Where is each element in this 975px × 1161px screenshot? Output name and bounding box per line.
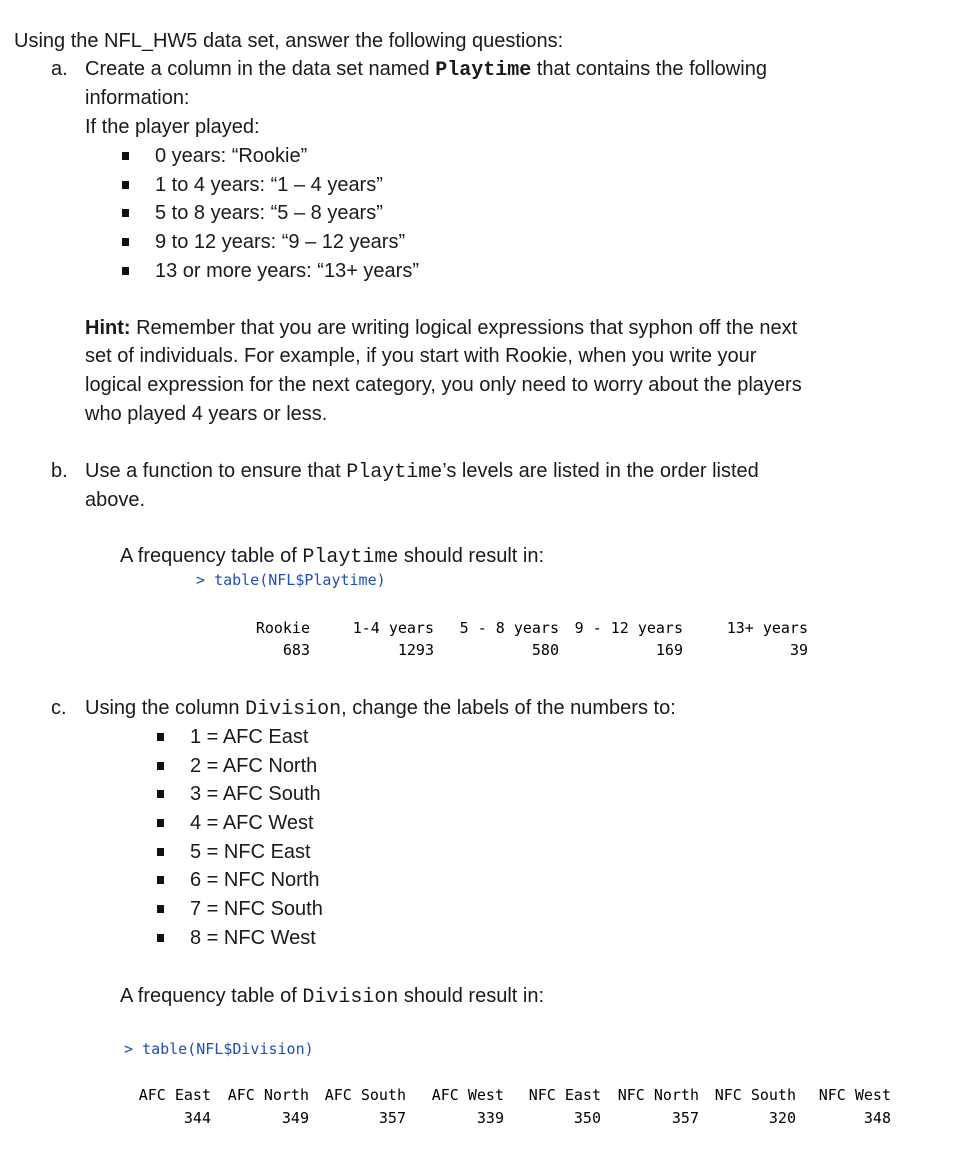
table-cell: 348 bbox=[863, 1109, 891, 1127]
list-item: 1 = AFC East bbox=[190, 726, 309, 748]
hint-line-4: who played 4 years or less. bbox=[85, 403, 328, 425]
square-bullet-icon bbox=[157, 876, 164, 884]
list-item: 0 years: “Rookie” bbox=[155, 145, 308, 167]
table-cell: 339 bbox=[476, 1109, 504, 1127]
hint-text: Remember that you are writing logical expressions that syphon off the next bbox=[130, 317, 798, 339]
part-b-text-before: Use a function to ensure that bbox=[85, 460, 347, 482]
table-header: NFC East bbox=[528, 1086, 601, 1104]
list-item: 5 = NFC East bbox=[190, 841, 311, 863]
table-cell: 683 bbox=[282, 641, 310, 659]
table-cell: 320 bbox=[768, 1109, 796, 1127]
freq-code: Playtime bbox=[302, 546, 399, 569]
hint-line-1 bbox=[85, 316, 797, 340]
square-bullet-icon bbox=[157, 905, 164, 913]
r-prompt: > bbox=[124, 1040, 134, 1058]
part-c-code: Division bbox=[245, 698, 342, 721]
square-bullet-icon bbox=[157, 848, 164, 856]
part-b-line1 bbox=[85, 459, 759, 485]
intro-text: Using the NFL_HW5 data set, answer the following questions: bbox=[14, 30, 564, 52]
hint-line-3: logical expression for the next category, you only need to worry about the players bbox=[85, 374, 802, 396]
part-c-line1 bbox=[85, 696, 676, 722]
table-cell: 357 bbox=[378, 1109, 406, 1127]
part-c-marker: c. bbox=[51, 697, 67, 719]
r-console-command-playtime bbox=[196, 571, 386, 589]
table-cell: 357 bbox=[671, 1109, 699, 1127]
table-header: 1-4 years bbox=[352, 619, 434, 637]
table-header: AFC South bbox=[324, 1086, 406, 1104]
part-a-code: Playtime bbox=[435, 59, 532, 82]
list-item: 4 = AFC West bbox=[190, 812, 314, 834]
list-item: 2 = AFC North bbox=[190, 755, 318, 777]
part-b-marker: b. bbox=[51, 460, 68, 482]
list-item: 3 = AFC South bbox=[190, 783, 321, 805]
part-a-line2: information: bbox=[85, 87, 190, 109]
square-bullet-icon bbox=[157, 733, 164, 741]
part-a-lead: If the player played: bbox=[85, 116, 260, 138]
r-command: table(NFL$Division) bbox=[142, 1040, 314, 1058]
part-b-freq-caption bbox=[120, 544, 544, 570]
table-header: AFC West bbox=[431, 1086, 504, 1104]
table-cell: 344 bbox=[183, 1109, 211, 1127]
freq-code: Division bbox=[302, 986, 399, 1009]
part-c-text-after: , change the labels of the numbers to: bbox=[341, 697, 676, 719]
hint-label: Hint: bbox=[85, 317, 131, 339]
part-c-text-before: Using the column bbox=[85, 697, 246, 719]
table-cell: 169 bbox=[655, 641, 683, 659]
freq-before: A frequency table of bbox=[120, 985, 303, 1007]
table-header: AFC East bbox=[138, 1086, 211, 1104]
table-cell: 580 bbox=[531, 641, 559, 659]
square-bullet-icon bbox=[157, 762, 164, 770]
r-console-command-division bbox=[124, 1040, 314, 1058]
list-item: 7 = NFC South bbox=[190, 898, 323, 920]
freq-before: A frequency table of bbox=[120, 545, 303, 567]
square-bullet-icon bbox=[157, 934, 164, 942]
table-cell: 39 bbox=[789, 641, 808, 659]
table-header: NFC South bbox=[714, 1086, 796, 1104]
r-prompt: > bbox=[196, 571, 206, 589]
part-a-line1 bbox=[85, 57, 767, 83]
freq-after: should result in: bbox=[398, 985, 544, 1007]
list-item: 9 to 12 years: “9 – 12 years” bbox=[155, 231, 406, 253]
list-item: 1 to 4 years: “1 – 4 years” bbox=[155, 174, 383, 196]
list-item: 6 = NFC North bbox=[190, 869, 320, 891]
part-a-marker: a. bbox=[51, 58, 68, 80]
part-c-freq-caption bbox=[120, 984, 544, 1010]
list-item: 8 = NFC West bbox=[190, 927, 316, 949]
square-bullet-icon bbox=[157, 819, 164, 827]
table-cell: 1293 bbox=[397, 641, 434, 659]
part-b-line2: above. bbox=[85, 489, 146, 511]
square-bullet-icon bbox=[122, 181, 129, 189]
list-item: 5 to 8 years: “5 – 8 years” bbox=[155, 202, 383, 224]
table-header: 13+ years bbox=[726, 619, 808, 637]
square-bullet-icon bbox=[122, 209, 129, 217]
table-header: AFC North bbox=[227, 1086, 309, 1104]
table-cell: 350 bbox=[573, 1109, 601, 1127]
part-b-text-after: ’s levels are listed in the order listed bbox=[442, 460, 759, 482]
table-header: Rookie bbox=[255, 619, 310, 637]
table-header: NFC West bbox=[818, 1086, 891, 1104]
part-b-code: Playtime bbox=[346, 461, 443, 484]
hint-line-2: set of individuals. For example, if you start with Rookie, when you write your bbox=[85, 345, 757, 367]
table-header: 5 - 8 years bbox=[459, 619, 559, 637]
square-bullet-icon bbox=[122, 152, 129, 160]
table-header: NFC North bbox=[617, 1086, 699, 1104]
square-bullet-icon bbox=[122, 267, 129, 275]
table-cell: 349 bbox=[281, 1109, 309, 1127]
r-command: table(NFL$Playtime) bbox=[214, 571, 386, 589]
table-header: 9 - 12 years bbox=[574, 619, 683, 637]
list-item: 13 or more years: “13+ years” bbox=[155, 260, 419, 282]
square-bullet-icon bbox=[157, 790, 164, 798]
part-a-text-before: Create a column in the data set named bbox=[85, 58, 436, 80]
part-a-text-after: that contains the following bbox=[531, 58, 767, 80]
square-bullet-icon bbox=[122, 238, 129, 246]
freq-after: should result in: bbox=[398, 545, 544, 567]
